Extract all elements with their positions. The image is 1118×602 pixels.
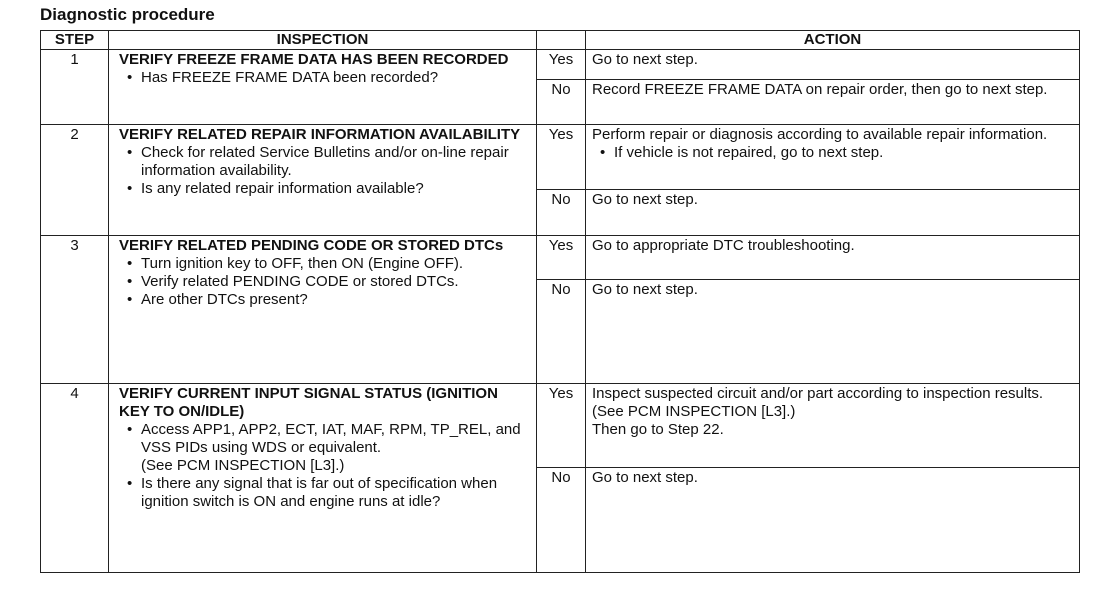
table-row xyxy=(41,50,1080,80)
inspection-bullet: • Verify related PENDING CODE or stored DTCs. xyxy=(119,273,530,291)
inspection-heading: VERIFY RELATED PENDING CODE OR STORED DTCs xyxy=(119,237,504,254)
inspection-cell xyxy=(109,384,537,573)
inspection-heading: VERIFY RELATED REPAIR INFORMATION AVAILABILITY xyxy=(119,126,521,143)
yes-action xyxy=(586,236,1080,280)
inspection-cell xyxy=(109,50,537,125)
no-label: No xyxy=(537,280,586,384)
yes-label: Yes xyxy=(537,384,586,468)
inspection-bullet: • Access APP1, APP2, ECT, IAT, MAF, RPM, TP_REL, and VSS PIDs using WDS or equivalent. xyxy=(119,421,530,457)
header-blank xyxy=(537,31,586,50)
yes-label: Yes xyxy=(537,50,586,80)
step-number: 2 xyxy=(41,125,109,236)
section-title: Diagnostic procedure xyxy=(40,5,215,24)
action-text: Inspect suspected circuit and/or part according to inspection results. xyxy=(592,385,1044,402)
inspection-heading: VERIFY CURRENT INPUT SIGNAL STATUS (IGNITION KEY TO ON/IDLE) xyxy=(119,385,498,420)
no-action xyxy=(586,280,1080,384)
inspection-cell xyxy=(109,125,537,236)
inspection-bullet: • Check for related Service Bulletins and/or on-line repair information availability. xyxy=(119,144,530,180)
diagnostic-table xyxy=(40,30,1080,573)
inspection-heading: VERIFY FREEZE FRAME DATA HAS BEEN RECORDED xyxy=(119,51,509,68)
inspection-bullet: • Is any related repair information available? xyxy=(119,180,530,198)
step-number: 4 xyxy=(41,384,109,573)
yes-action xyxy=(586,50,1080,80)
step-number: 3 xyxy=(41,236,109,384)
inspection-bullet: • Has FREEZE FRAME DATA been recorded? xyxy=(119,69,530,87)
no-label: No xyxy=(537,468,586,573)
table-row xyxy=(41,125,1080,190)
table-header-row xyxy=(41,31,1080,50)
yes-label: Yes xyxy=(537,236,586,280)
step-number: 1 xyxy=(41,50,109,125)
no-action xyxy=(586,80,1080,125)
yes-label: Yes xyxy=(537,125,586,190)
header-inspection: INSPECTION xyxy=(109,31,537,50)
action-bullet: • If vehicle is not repaired, go to next step. xyxy=(592,144,1073,162)
action-text: Go to next step. xyxy=(592,191,698,208)
no-label: No xyxy=(537,80,586,125)
action-text: Go to next step. xyxy=(592,469,698,486)
header-step: STEP xyxy=(41,31,109,50)
action-text: Record FREEZE FRAME DATA on repair order, then go to next step. xyxy=(592,81,1048,98)
action-text: Go to appropriate DTC troubleshooting. xyxy=(592,237,855,254)
table-row xyxy=(41,236,1080,280)
no-action xyxy=(586,190,1080,236)
inspection-bullet: • Is there any signal that is far out of specification when ignition switch is ON and engine runs at idle? xyxy=(119,475,530,511)
inspection-bullet: • Are other DTCs present? xyxy=(119,291,530,309)
inspection-bullet: • Turn ignition key to OFF, then ON (Engine OFF). xyxy=(119,255,530,273)
no-action xyxy=(586,468,1080,573)
no-label: No xyxy=(537,190,586,236)
action-text: Go to next step. xyxy=(592,281,698,298)
inspection-note: (See PCM INSPECTION [L3].) xyxy=(141,457,345,474)
yes-action xyxy=(586,125,1080,190)
inspection-cell xyxy=(109,236,537,384)
action-text: (See PCM INSPECTION [L3].) xyxy=(592,403,796,420)
action-text: Perform repair or diagnosis according to available repair information. xyxy=(592,126,1048,143)
header-action: ACTION xyxy=(586,31,1080,50)
action-text: Then go to Step 22. xyxy=(592,421,724,438)
yes-action xyxy=(586,384,1080,468)
action-text: Go to next step. xyxy=(592,51,698,68)
table-row xyxy=(41,384,1080,468)
